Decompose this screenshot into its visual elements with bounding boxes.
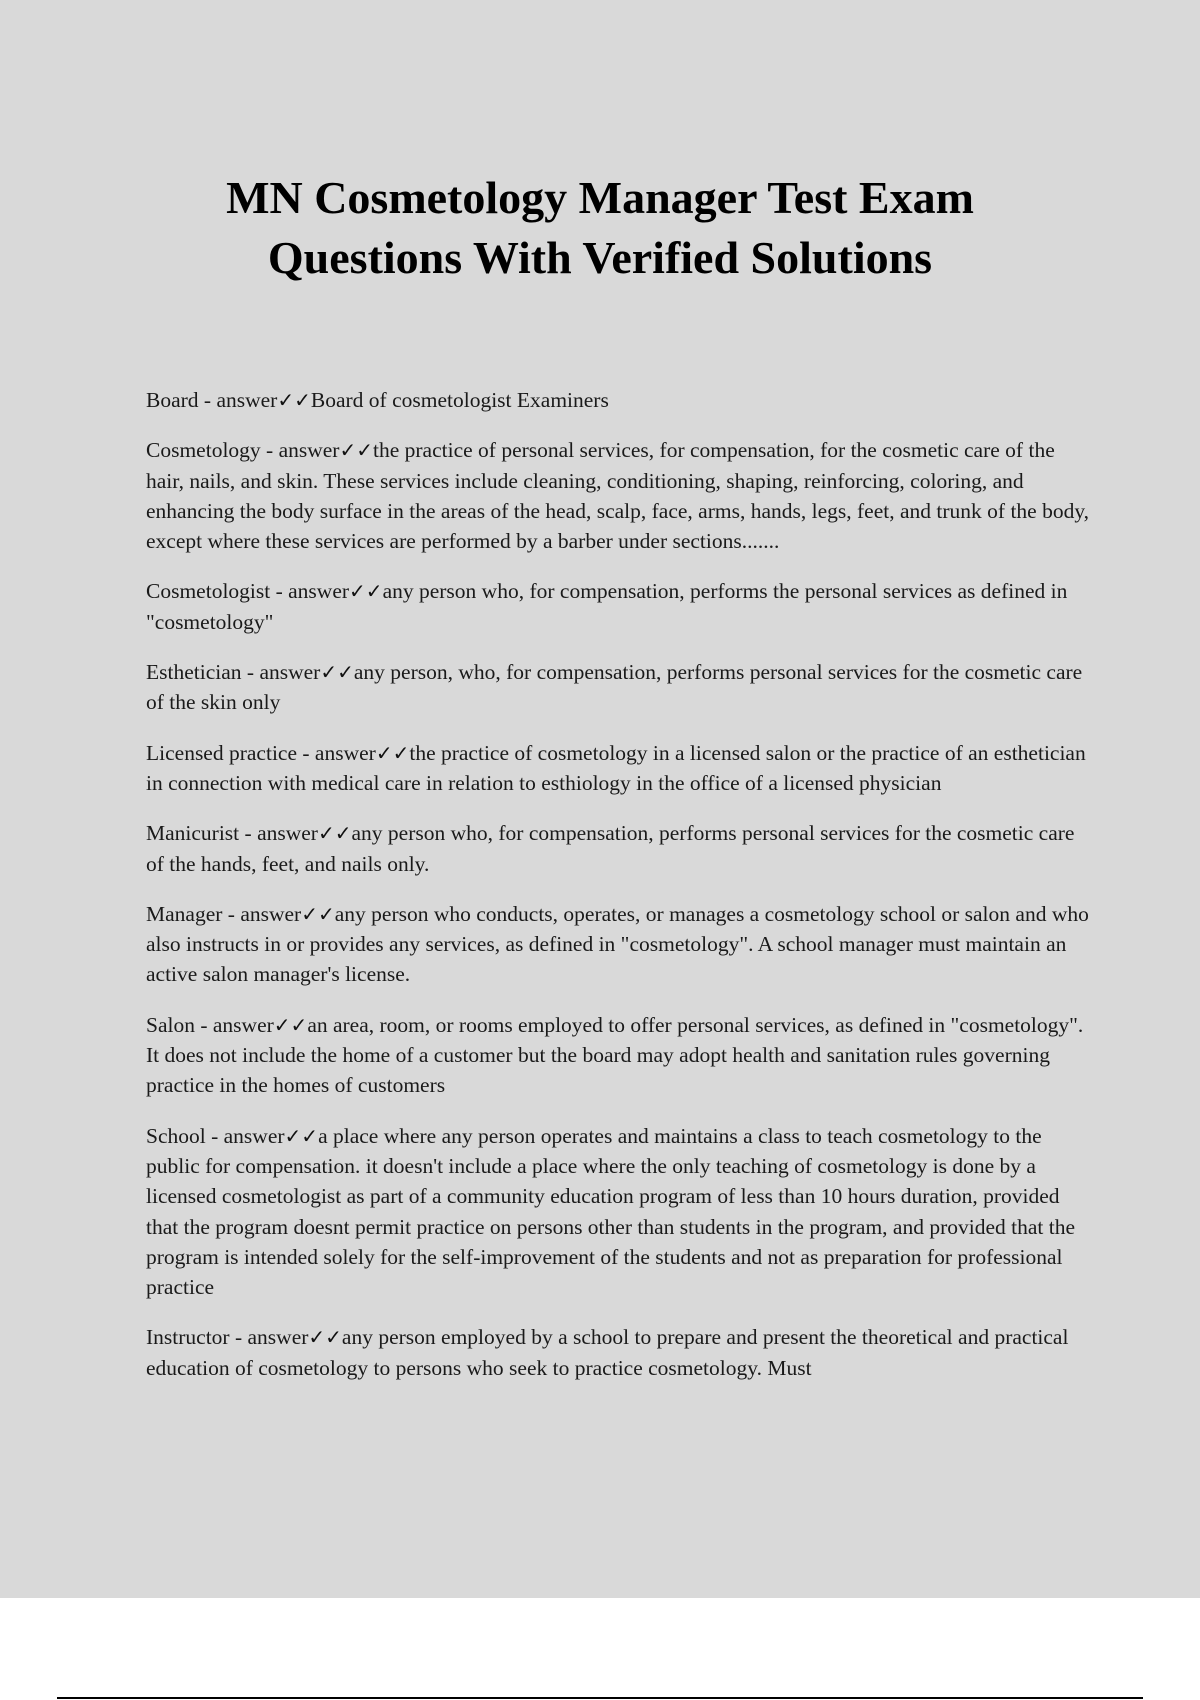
entry-term: Cosmetologist [146,579,271,604]
qa-entry [146,657,1090,718]
entry-answer: the practice of personal services, for compensation, for the cosmetic care of the hair, nails, and skin. These services include cleaning, conditioning, shaping, reinforcing, coloring, and enhancing the body surface in the areas of the head, scalp, face, arms, hands, legs, feet, and trunk of the body, except where these services are performed by a barber under sections....... [146,438,1090,554]
qa-entry [146,818,1090,879]
entry-term: Manager [146,901,223,926]
answer-separator: - answer [198,388,278,412]
qa-entry [146,738,1090,799]
entry-term: School [146,1123,206,1148]
entry-term: Salon [146,1012,195,1037]
footer-rule [57,1697,1143,1699]
entry-answer: Board of cosmetologist Examiners [310,388,609,412]
entry-answer: any person employed by a school to prepare and present the theoretical and practical education of cosmetology to persons who seek to practice cosmetology. Must [146,1325,1069,1380]
answer-separator: - answer [222,901,302,926]
answer-separator: - answer [239,821,318,846]
entry-answer: a place where any person operates and maintains a class to teach cosmetology to the public for compensation. it doesn't include a place where the only teaching of cosmetology is done by a licensed cosmetologist as part of a community education program of less than 10 hours duration, provided that the program doesnt permit practice on persons other than students in the program, and provided that the program is intended solely for the self-improvement of the students and not as preparation for professional practice [146,1123,1076,1300]
double-check-icon: ✓✓ [277,388,311,412]
double-check-icon: ✓✓ [308,1325,342,1350]
double-check-icon: ✓✓ [339,438,373,463]
entry-answer: an area, room, or rooms employed to offer personal services, as defined in "cosmetology". It does not include the home of a customer but the board may adopt health and sanitation rules governing practice in the homes of customers [146,1012,1084,1098]
answer-separator: - answer [194,1012,274,1037]
qa-entries-list [146,385,1090,1403]
document-title [150,168,1050,288]
entry-answer: any person who conducts, operates, or manages a cosmetology school or salon and who also instructs in or provides any services, as defined in "cosmetology". A school manager must maintain an active salon manager's license. [146,901,1089,987]
entry-term: Licensed practice [146,740,298,765]
title-line-1: MN Cosmetology Manager Test Exam [226,172,974,223]
double-check-icon: ✓✓ [317,821,352,846]
double-check-icon: ✓✓ [273,1012,308,1037]
double-check-icon: ✓✓ [375,740,410,765]
qa-entry [146,435,1090,556]
entry-term: Cosmetology [146,438,261,463]
answer-separator: - answer [229,1325,309,1350]
entry-term: Esthetician [146,660,242,685]
entry-term: Manicurist [146,821,240,846]
title-line-2: Questions With Verified Solutions [267,232,933,283]
qa-entry [146,1322,1090,1383]
qa-entry [146,576,1090,637]
entry-answer: any person who, for compensation, performs the personal services as defined in "cosmetology" [146,579,1068,634]
answer-separator: - answer [205,1123,285,1148]
entry-answer: any person who, for compensation, performs personal services for the cosmetic care of the hands, feet, and nails only. [146,821,1075,876]
answer-separator: - answer [241,660,321,685]
double-check-icon: ✓✓ [284,1123,319,1148]
answer-separator: - answer [260,438,340,463]
entry-answer: the practice of cosmetology in a licensed salon or the practice of an esthetician in connection with medical care in relation to esthiology in the office of a licensed physician [146,740,1086,795]
answer-separator: - answer [297,740,376,765]
qa-entry [146,1010,1090,1101]
double-check-icon: ✓✓ [320,660,354,685]
double-check-icon: ✓✓ [349,579,383,604]
qa-entry [146,1121,1090,1303]
entry-answer: any person, who, for compensation, performs personal services for the cosmetic care of the skin only [146,660,1083,715]
qa-entry [146,899,1090,990]
entry-term: Board [146,388,199,412]
qa-entry [146,385,1090,415]
double-check-icon: ✓✓ [301,901,335,926]
answer-separator: - answer [270,579,350,604]
entry-term: Instructor [146,1325,230,1350]
